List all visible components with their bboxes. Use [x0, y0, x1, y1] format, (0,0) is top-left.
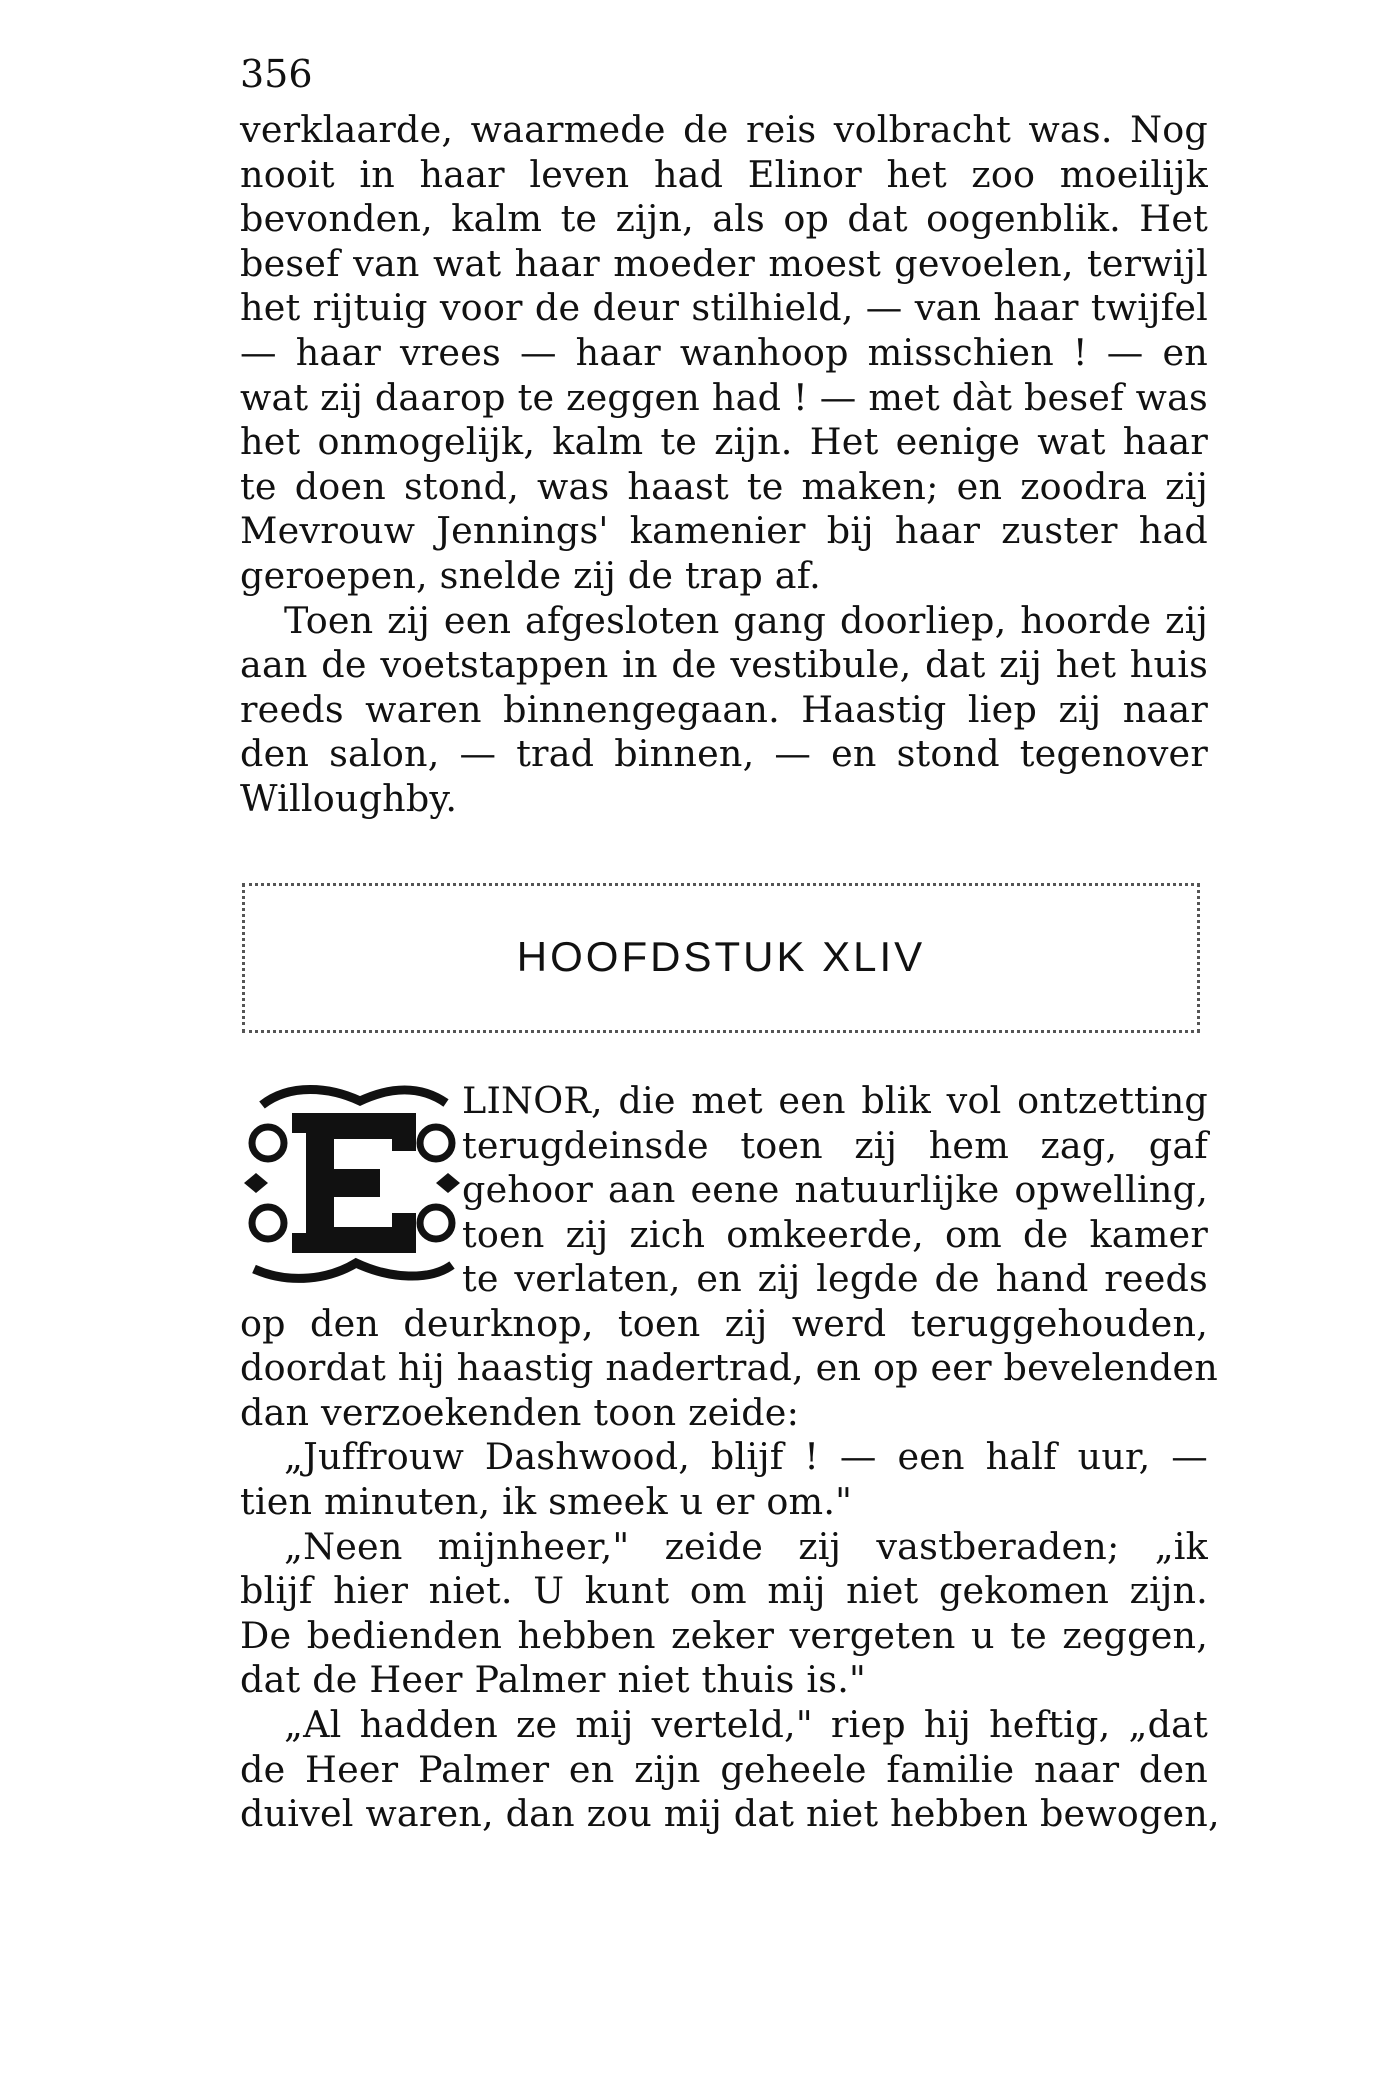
text-line: „Neen mijnheer," zeide zij vastberaden; „ik: [284, 1524, 1208, 1568]
text-line: geroepen, snelde zij de trap af.: [240, 553, 821, 597]
text-line: bevonden, kalm te zijn, als op dat oogenblik. Het: [240, 197, 1208, 241]
text-line: verklaarde, waarmede de reis volbracht was. Nog: [240, 108, 1208, 151]
text-line: duivel waren, dan zou mij dat niet hebben bewogen,: [240, 1792, 1220, 1836]
text-line: dat de Heer Palmer niet thuis is.": [240, 1658, 866, 1702]
text-line: nooit in haar leven had Elinor het zoo moeilijk: [240, 152, 1208, 196]
text-line: toen zij zich omkeerde, om de kamer: [462, 1212, 1208, 1256]
text-line: de Heer Palmer en zijn geheele familie naar den: [240, 1747, 1208, 1791]
text-line: doordat hij haastig nadertrad, en op eer bevelenden: [240, 1346, 1219, 1390]
text-line: het onmogelijk, kalm te zijn. Het eenige wat haar: [240, 420, 1208, 464]
text-line: — haar vrees — haar wanhoop misschien ! — en: [240, 330, 1208, 374]
text-line: blijf hier niet. U kunt om mij niet gekomen zijn.: [240, 1569, 1208, 1613]
text-line: den salon, — trad binnen, — en stond tegenover: [240, 732, 1208, 776]
text-line: te verlaten, en zij legde de hand reeds: [462, 1257, 1208, 1300]
text-line: Willoughby.: [240, 776, 458, 820]
text-line: wat zij daarop te zeggen had ! — met dàt besef was: [240, 375, 1208, 419]
text-line: gehoor aan eene natuurlijke opwelling,: [462, 1168, 1208, 1212]
text-line: „Juffrouw Dashwood, blijf ! — een half uur, —: [284, 1435, 1208, 1479]
text-line: reeds waren binnengegaan. Haastig liep zij naar: [240, 687, 1208, 731]
text-line: De bedienden hebben zeker vergeten u te zeggen,: [240, 1613, 1208, 1657]
text-line: aan de voetstappen in de vestibule, dat zij het huis: [240, 643, 1208, 687]
text-line: terugdeinsde toen zij hem zag, gaf: [462, 1123, 1208, 1167]
text-bottom: [240, 1257, 1220, 1837]
text-line: tien minuten, ik smeek u er om.": [240, 1479, 853, 1523]
text-line: besef van wat haar moeder moest gevoelen, terwijl: [240, 241, 1208, 285]
text-line: „Al hadden ze mij verteld," riep hij heftig, „dat: [284, 1702, 1208, 1746]
text-line: te doen stond, was haast te maken; en zoodra zij: [240, 464, 1208, 508]
chapter-title: HOOFDSTUK XLIV: [516, 933, 926, 980]
text-line: Toen zij een afgesloten gang doorliep, hoorde zij: [284, 598, 1208, 642]
text-line: het rijtuig voor de deur stilhield, — van haar twijfel: [240, 286, 1208, 330]
text-line: dan verzoekenden toon zeide:: [240, 1390, 800, 1434]
text-line: op den deurknop, toen zij werd teruggehouden,: [240, 1301, 1208, 1345]
page-number: 356: [240, 52, 313, 96]
text-line: Mevrouw Jennings' kamenier bij haar zuster had: [240, 509, 1208, 553]
chapter-heading-box: [242, 883, 1200, 1033]
text-line: LINOR, die met een blik vol ontzetting: [462, 1079, 1208, 1122]
text-top: [240, 108, 1208, 822]
